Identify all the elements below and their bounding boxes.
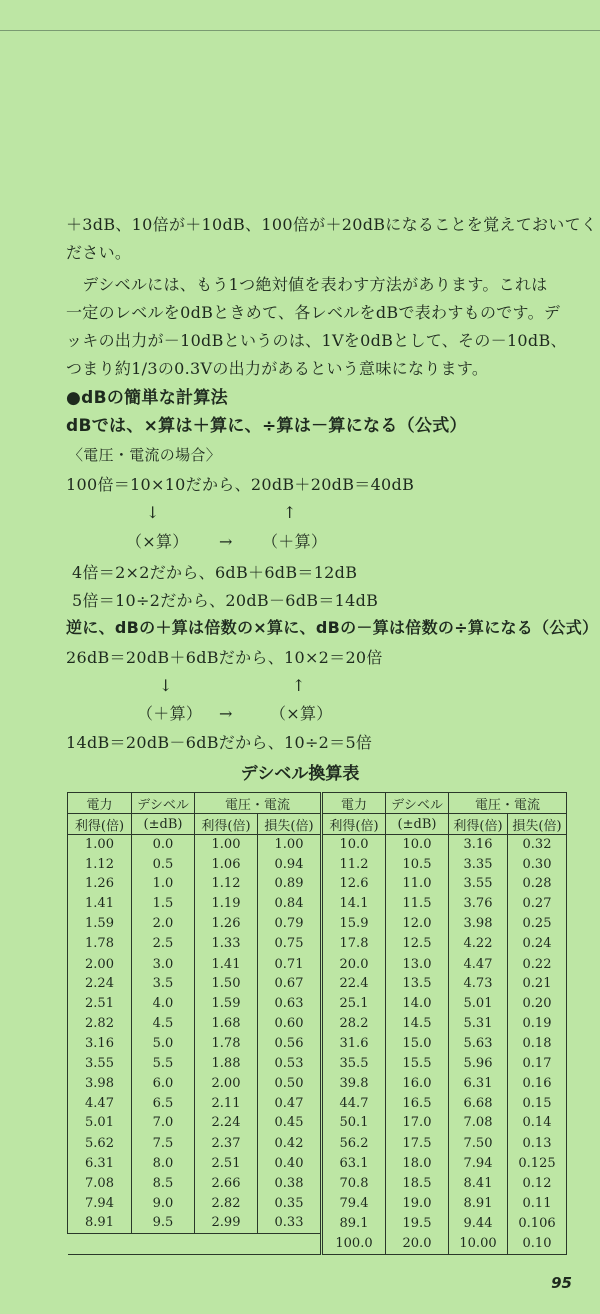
table-cell: 3.5 xyxy=(132,974,195,994)
table-cell: 4.22 xyxy=(449,934,508,955)
table-cell: 9.44 xyxy=(449,1213,508,1233)
table-row xyxy=(68,1054,567,1074)
table-cell: 3.98 xyxy=(449,914,508,934)
header-pm-db: (±dB) xyxy=(132,814,195,835)
table-cell: 7.94 xyxy=(68,1194,132,1214)
paragraph-line: デシベルには、もう1つ絶対値を表わす方法があります。これは xyxy=(66,275,548,294)
table-row xyxy=(68,1133,567,1154)
table-row xyxy=(68,955,567,975)
table-cell: 1.12 xyxy=(68,855,132,875)
ops-left-2: （＋算） xyxy=(137,704,203,723)
table-row xyxy=(68,1094,567,1114)
example-2: 4倍＝2×2だから、6dB＋6dB＝12dB xyxy=(72,563,358,582)
table-cell: 2.51 xyxy=(68,994,132,1014)
table-cell: 0.15 xyxy=(508,1094,567,1114)
table-cell: 1.0 xyxy=(132,874,195,894)
empty-cell xyxy=(68,1233,132,1254)
table-cell: 1.26 xyxy=(195,914,258,934)
table-cell: 1.12 xyxy=(195,874,258,894)
table-row xyxy=(68,874,567,894)
table-cell: 22.4 xyxy=(322,974,386,994)
table-cell: 35.5 xyxy=(322,1054,386,1074)
table-cell: 0.50 xyxy=(258,1074,322,1094)
table-cell: 14.5 xyxy=(386,1014,449,1034)
table-cell: 7.5 xyxy=(132,1133,195,1154)
table-cell: 20.0 xyxy=(322,955,386,975)
table-cell: 1.5 xyxy=(132,894,195,914)
table-cell: 11.5 xyxy=(386,894,449,914)
table-cell: 15.5 xyxy=(386,1054,449,1074)
table-cell: 2.82 xyxy=(68,1014,132,1034)
table-cell: 15.0 xyxy=(386,1033,449,1054)
table-cell: 1.00 xyxy=(195,835,258,855)
table-cell: 25.1 xyxy=(322,994,386,1014)
table-cell: 1.88 xyxy=(195,1054,258,1074)
table-cell: 16.5 xyxy=(386,1094,449,1114)
table-cell: 0.14 xyxy=(508,1113,567,1133)
header-db: デシベル xyxy=(132,793,195,814)
paragraph-line: ッキの出力が－10dBというのは、1Vを0dBとして、その－10dB、 xyxy=(66,331,567,350)
table-cell: 7.0 xyxy=(132,1113,195,1133)
ops-left-1: （×算） xyxy=(126,532,189,551)
table-cell: 1.78 xyxy=(68,934,132,955)
table-cell: 19.0 xyxy=(386,1194,449,1214)
table-cell: 1.59 xyxy=(195,994,258,1014)
table-cell: 1.00 xyxy=(258,835,322,855)
table-cell: 0.25 xyxy=(508,914,567,934)
table-row xyxy=(68,914,567,934)
table-cell: 7.50 xyxy=(449,1133,508,1154)
table-cell: 50.1 xyxy=(322,1113,386,1133)
table-row xyxy=(68,1113,567,1133)
table-cell: 1.26 xyxy=(68,874,132,894)
table-cell: 0.12 xyxy=(508,1174,567,1194)
table-cell: 31.6 xyxy=(322,1033,386,1054)
table-row xyxy=(68,1213,567,1233)
empty-cell xyxy=(195,1233,258,1254)
paragraph-line: ださい。 xyxy=(66,243,132,262)
table-cell: 6.31 xyxy=(449,1074,508,1094)
table-cell: 1.00 xyxy=(68,835,132,855)
table-row xyxy=(68,934,567,955)
table-cell: 0.11 xyxy=(508,1194,567,1214)
table-cell: 2.99 xyxy=(195,1213,258,1233)
paragraph-line: ＋3dB、10倍が＋10dB、100倍が＋20dBになることを覚えておいてく xyxy=(66,215,598,234)
table-cell: 9.5 xyxy=(132,1213,195,1233)
table-cell: 18.5 xyxy=(386,1174,449,1194)
table-cell: 6.68 xyxy=(449,1094,508,1114)
table-cell: 17.0 xyxy=(386,1113,449,1133)
formula-2: 逆に、dBの＋算は倍数の×算に、dBの－算は倍数の÷算になる（公式） xyxy=(66,618,599,637)
table-cell: 1.78 xyxy=(195,1033,258,1054)
table-row xyxy=(68,894,567,914)
formula-1: dBでは、×算は＋算に、÷算は－算になる（公式） xyxy=(66,416,467,436)
table-cell: 0.16 xyxy=(508,1074,567,1094)
table-cell: 13.0 xyxy=(386,955,449,975)
table-cell: 2.24 xyxy=(68,974,132,994)
table-cell: 70.8 xyxy=(322,1174,386,1194)
table-cell: 1.19 xyxy=(195,894,258,914)
header-db: デシベル xyxy=(386,793,449,814)
table-cell: 0.125 xyxy=(508,1154,567,1174)
table-cell: 5.63 xyxy=(449,1033,508,1054)
table-cell: 12.6 xyxy=(322,874,386,894)
table-cell: 8.91 xyxy=(68,1213,132,1233)
table-cell: 0.40 xyxy=(258,1154,322,1174)
table-cell: 0.20 xyxy=(508,994,567,1014)
table-cell: 0.84 xyxy=(258,894,322,914)
paragraph-line: 一定のレベルを0dBときめて、各レベルをdBで表わすものです。デ xyxy=(66,303,561,322)
table-cell: 0.30 xyxy=(508,855,567,875)
table-cell: 5.01 xyxy=(68,1113,132,1133)
table-row xyxy=(68,835,567,855)
table-cell: 0.33 xyxy=(258,1213,322,1233)
table-cell: 10.0 xyxy=(386,835,449,855)
table-cell: 0.18 xyxy=(508,1033,567,1054)
table-cell: 0.47 xyxy=(258,1094,322,1114)
arrow-down-1: ↓ xyxy=(146,503,160,522)
table-row xyxy=(68,1154,567,1174)
table-cell: 4.5 xyxy=(132,1014,195,1034)
table-row xyxy=(68,1033,567,1054)
header-pm-db: (±dB) xyxy=(386,814,449,835)
table-cell: 14.0 xyxy=(386,994,449,1014)
table-cell: 2.5 xyxy=(132,934,195,955)
example-5: 14dB＝20dB－6dBだから、10÷2＝5倍 xyxy=(66,733,373,752)
table-cell: 0.45 xyxy=(258,1113,322,1133)
table-cell: 5.31 xyxy=(449,1014,508,1034)
header-gain: 利得(倍) xyxy=(68,814,132,835)
table-cell: 0.22 xyxy=(508,955,567,975)
table-cell: 0.19 xyxy=(508,1014,567,1034)
table-cell: 3.55 xyxy=(449,874,508,894)
table-cell: 0.0 xyxy=(132,835,195,855)
table-cell: 0.53 xyxy=(258,1054,322,1074)
table-cell: 3.16 xyxy=(449,835,508,855)
table-cell: 10.0 xyxy=(322,835,386,855)
table-cell: 8.0 xyxy=(132,1154,195,1174)
table-cell: 3.35 xyxy=(449,855,508,875)
ops-right-1: （＋算） xyxy=(262,532,328,551)
table-cell: 0.71 xyxy=(258,955,322,975)
table-row xyxy=(68,855,567,875)
table-cell: 56.2 xyxy=(322,1133,386,1154)
table-cell: 17.5 xyxy=(386,1133,449,1154)
header-loss: 損失(倍) xyxy=(258,814,322,835)
table-cell: 0.67 xyxy=(258,974,322,994)
table-cell: 18.0 xyxy=(386,1154,449,1174)
table-cell: 1.68 xyxy=(195,1014,258,1034)
table-cell: 0.13 xyxy=(508,1133,567,1154)
ops-right-2: （×算） xyxy=(270,704,333,723)
table-cell: 2.11 xyxy=(195,1094,258,1114)
table-cell: 0.63 xyxy=(258,994,322,1014)
table-cell: 5.01 xyxy=(449,994,508,1014)
table-cell: 17.8 xyxy=(322,934,386,955)
table-cell: 39.8 xyxy=(322,1074,386,1094)
table-cell: 11.2 xyxy=(322,855,386,875)
table-cell: 1.50 xyxy=(195,974,258,994)
table-cell: 3.0 xyxy=(132,955,195,975)
header-loss: 損失(倍) xyxy=(508,814,567,835)
example-3: 5倍＝10÷2だから、20dB－6dB＝14dB xyxy=(72,591,379,610)
table-row xyxy=(68,974,567,994)
table-cell: 11.0 xyxy=(386,874,449,894)
table-cell: 2.0 xyxy=(132,914,195,934)
table-row xyxy=(68,1014,567,1034)
table-row xyxy=(68,994,567,1014)
table-cell: 20.0 xyxy=(386,1233,449,1254)
header-voltage: 電圧・電流 xyxy=(449,793,567,814)
table-cell: 0.94 xyxy=(258,855,322,875)
table-cell: 8.41 xyxy=(449,1174,508,1194)
table-cell: 0.89 xyxy=(258,874,322,894)
empty-cell xyxy=(258,1233,322,1254)
header-voltage: 電圧・電流 xyxy=(195,793,322,814)
table-cell: 8.91 xyxy=(449,1194,508,1214)
top-rule xyxy=(0,30,600,31)
table-cell: 0.32 xyxy=(508,835,567,855)
table-cell: 0.21 xyxy=(508,974,567,994)
table-cell: 0.106 xyxy=(508,1213,567,1233)
table-body xyxy=(68,835,567,1255)
table-cell: 12.0 xyxy=(386,914,449,934)
table-cell: 2.37 xyxy=(195,1133,258,1154)
table-cell: 2.66 xyxy=(195,1174,258,1194)
table-cell: 0.35 xyxy=(258,1194,322,1214)
table-cell: 0.60 xyxy=(258,1014,322,1034)
arrow-right-2: → xyxy=(219,704,233,723)
table-cell: 2.00 xyxy=(195,1074,258,1094)
header-gain: 利得(倍) xyxy=(195,814,258,835)
table-cell: 1.59 xyxy=(68,914,132,934)
table-cell: 4.73 xyxy=(449,974,508,994)
example-1: 100倍＝10×10だから、20dB＋20dB＝40dB xyxy=(66,475,415,494)
table-cell: 0.75 xyxy=(258,934,322,955)
table-cell: 3.98 xyxy=(68,1074,132,1094)
table-cell: 7.08 xyxy=(68,1174,132,1194)
table-cell: 7.08 xyxy=(449,1113,508,1133)
table-cell: 2.51 xyxy=(195,1154,258,1174)
table-cell: 89.1 xyxy=(322,1213,386,1233)
page-number: 95 xyxy=(551,1274,572,1292)
table-cell: 9.0 xyxy=(132,1194,195,1214)
table-cell: 0.24 xyxy=(508,934,567,955)
table-cell: 5.0 xyxy=(132,1033,195,1054)
case-label: 〈電圧・電流の場合〉 xyxy=(68,446,222,464)
table-cell: 3.76 xyxy=(449,894,508,914)
table-cell: 10.5 xyxy=(386,855,449,875)
arrow-right-1: → xyxy=(219,532,233,551)
db-conversion-table xyxy=(67,792,567,1255)
table-cell: 12.5 xyxy=(386,934,449,955)
table-cell: 0.5 xyxy=(132,855,195,875)
table-cell: 6.31 xyxy=(68,1154,132,1174)
table-cell: 5.62 xyxy=(68,1133,132,1154)
table-cell: 0.28 xyxy=(508,874,567,894)
table-cell: 15.9 xyxy=(322,914,386,934)
table-cell: 8.5 xyxy=(132,1174,195,1194)
table-cell: 4.47 xyxy=(68,1094,132,1114)
table-cell: 5.5 xyxy=(132,1054,195,1074)
table-cell: 0.38 xyxy=(258,1174,322,1194)
table-row xyxy=(68,1074,567,1094)
example-4: 26dB＝20dB＋6dBだから、10×2＝20倍 xyxy=(66,648,383,667)
table-row xyxy=(68,1194,567,1214)
header-power: 電力 xyxy=(68,793,132,814)
table-cell: 10.00 xyxy=(449,1233,508,1254)
table-cell: 19.5 xyxy=(386,1213,449,1233)
table-row xyxy=(68,1174,567,1194)
table-cell: 3.55 xyxy=(68,1054,132,1074)
table-cell: 0.17 xyxy=(508,1054,567,1074)
header-gain: 利得(倍) xyxy=(449,814,508,835)
arrow-down-2: ↓ xyxy=(159,676,173,695)
table-cell: 28.2 xyxy=(322,1014,386,1034)
table-cell: 2.24 xyxy=(195,1113,258,1133)
table-cell: 5.96 xyxy=(449,1054,508,1074)
arrow-up-2: ↑ xyxy=(292,676,306,695)
table-cell: 7.94 xyxy=(449,1154,508,1174)
table-cell: 0.79 xyxy=(258,914,322,934)
table-cell: 1.41 xyxy=(68,894,132,914)
paragraph-line: つまり約1/3の0.3Vの出力があるという意味になります。 xyxy=(66,359,489,378)
table-title: デシベル換算表 xyxy=(240,764,360,784)
header-power: 電力 xyxy=(322,793,386,814)
table-row xyxy=(68,1233,567,1254)
table-cell: 6.5 xyxy=(132,1094,195,1114)
table-cell: 4.47 xyxy=(449,955,508,975)
empty-cell xyxy=(132,1233,195,1254)
table-cell: 0.42 xyxy=(258,1133,322,1154)
table-cell: 0.56 xyxy=(258,1033,322,1054)
table-cell: 0.27 xyxy=(508,894,567,914)
section-heading: ●dBの簡単な計算法 xyxy=(66,388,228,408)
table-cell: 14.1 xyxy=(322,894,386,914)
table-cell: 16.0 xyxy=(386,1074,449,1094)
arrow-up-1: ↑ xyxy=(283,503,297,522)
header-gain: 利得(倍) xyxy=(322,814,386,835)
table-cell: 1.06 xyxy=(195,855,258,875)
table-cell: 1.33 xyxy=(195,934,258,955)
table-cell: 79.4 xyxy=(322,1194,386,1214)
table-cell: 2.82 xyxy=(195,1194,258,1214)
table-cell: 44.7 xyxy=(322,1094,386,1114)
table-cell: 6.0 xyxy=(132,1074,195,1094)
table-cell: 100.0 xyxy=(322,1233,386,1254)
table-cell: 1.41 xyxy=(195,955,258,975)
table-cell: 2.00 xyxy=(68,955,132,975)
table-cell: 0.10 xyxy=(508,1233,567,1254)
table-cell: 3.16 xyxy=(68,1033,132,1054)
table-cell: 13.5 xyxy=(386,974,449,994)
table-cell: 4.0 xyxy=(132,994,195,1014)
table-cell: 63.1 xyxy=(322,1154,386,1174)
